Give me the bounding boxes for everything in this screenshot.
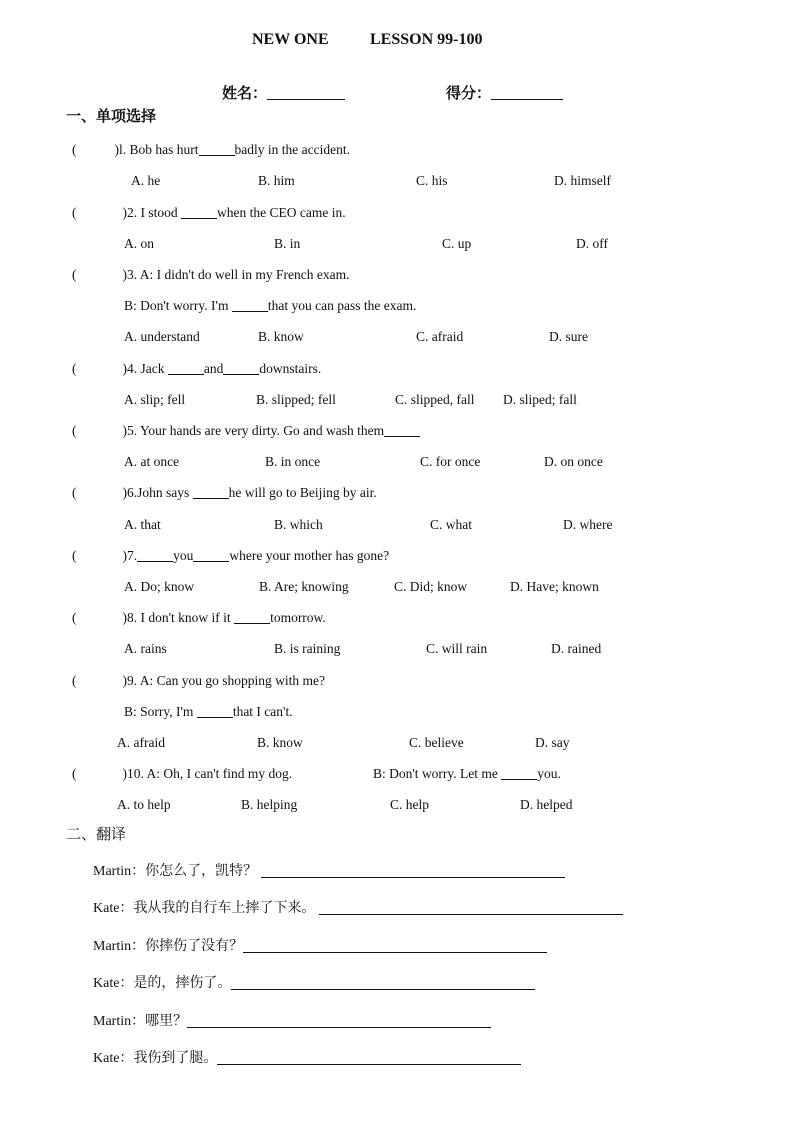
option-3c[interactable]: C. afraid bbox=[416, 329, 464, 344]
question-7: ( )7. you where your mother has gone? bbox=[72, 548, 390, 563]
question-10-reply: B: Don't worry. Let me you. bbox=[373, 766, 561, 781]
question-6: ( )6.John says he will go to Beijing by air. bbox=[72, 485, 377, 500]
answer-blank[interactable] bbox=[168, 362, 204, 375]
translation-blank[interactable] bbox=[319, 900, 623, 915]
option-8c[interactable]: C. will rain bbox=[426, 641, 488, 656]
option-8b[interactable]: B. is raining bbox=[274, 641, 341, 656]
option-9c[interactable]: C. believe bbox=[409, 735, 464, 750]
speaker: Kate： bbox=[93, 976, 134, 991]
translation-line-2 bbox=[93, 900, 623, 916]
question-2: ( )2. I stood when the CEO came in. bbox=[72, 205, 346, 220]
score-field bbox=[446, 85, 563, 102]
answer-blank[interactable] bbox=[137, 549, 173, 562]
option-7b[interactable]: B. Are; knowing bbox=[259, 579, 349, 594]
answer-blank[interactable] bbox=[193, 549, 229, 562]
option-2b[interactable]: B. in bbox=[274, 236, 301, 251]
answer-blank[interactable] bbox=[232, 299, 268, 312]
option-6b[interactable]: B. which bbox=[274, 517, 323, 532]
score-blank[interactable] bbox=[491, 85, 563, 100]
option-6a[interactable]: A. that bbox=[124, 517, 161, 532]
question-4: ( )4. Jack and downstairs. bbox=[72, 361, 322, 376]
option-10c[interactable]: C. help bbox=[390, 797, 429, 812]
translation-line-1 bbox=[93, 863, 565, 879]
section2-heading: 二、翻译 bbox=[66, 827, 127, 843]
question-9-line2: B: Sorry, I'm that I can't. bbox=[124, 704, 293, 719]
translation-line-5 bbox=[93, 1013, 491, 1029]
option-4b[interactable]: B. slipped; fell bbox=[256, 392, 336, 407]
speaker: Martin： bbox=[93, 864, 146, 879]
option-2d[interactable]: D. off bbox=[576, 236, 608, 251]
translation-blank[interactable] bbox=[217, 1050, 521, 1065]
section1-heading: 一、单项选择 bbox=[66, 109, 157, 125]
chinese-text: 是的，摔伤了。 bbox=[133, 976, 232, 991]
speaker: Martin： bbox=[93, 1014, 146, 1029]
option-3a[interactable]: A. understand bbox=[124, 329, 200, 344]
translation-blank[interactable] bbox=[187, 1013, 491, 1028]
option-5a[interactable]: A. at once bbox=[124, 454, 180, 469]
question-9: ( )9. A: Can you go shopping with me? bbox=[72, 673, 325, 688]
option-5c[interactable]: C. for once bbox=[420, 454, 481, 469]
question-3: ( )3. A: I didn't do well in my French exam. bbox=[72, 267, 350, 282]
title-left: NEW ONE bbox=[252, 31, 329, 48]
translation-blank[interactable] bbox=[231, 975, 535, 990]
answer-blank[interactable] bbox=[181, 206, 217, 219]
option-8d[interactable]: D. rained bbox=[551, 641, 602, 656]
name-field bbox=[222, 85, 345, 102]
option-2c[interactable]: C. up bbox=[442, 236, 472, 251]
answer-blank[interactable] bbox=[223, 362, 259, 375]
speaker: Kate： bbox=[93, 1051, 134, 1066]
option-3d[interactable]: D. sure bbox=[549, 329, 588, 344]
option-10a[interactable]: A. to help bbox=[117, 797, 171, 812]
option-5b[interactable]: B. in once bbox=[265, 454, 321, 469]
option-9d[interactable]: D. say bbox=[535, 735, 570, 750]
question-1: ( )l. Bob has hurt badly in the accident. bbox=[72, 142, 350, 157]
speaker: Martin： bbox=[93, 939, 146, 954]
option-9a[interactable]: A. afraid bbox=[117, 735, 165, 750]
chinese-text: 我从我的自行车上摔了下来。 bbox=[133, 901, 316, 916]
option-8a[interactable]: A. rains bbox=[124, 641, 167, 656]
translation-line-6 bbox=[93, 1050, 521, 1066]
answer-blank[interactable] bbox=[384, 424, 420, 437]
option-5d[interactable]: D. on once bbox=[544, 454, 603, 469]
option-9b[interactable]: B. know bbox=[257, 735, 303, 750]
answer-blank[interactable] bbox=[193, 486, 229, 499]
answer-blank[interactable] bbox=[501, 767, 537, 780]
question-10: ( )10. A: Oh, I can't find my dog. bbox=[72, 766, 293, 781]
option-7c[interactable]: C. Did; know bbox=[394, 579, 468, 594]
option-1d[interactable]: D. himself bbox=[554, 173, 611, 188]
chinese-text: 你摔伤了没有？ bbox=[145, 939, 244, 954]
translation-line-4 bbox=[93, 975, 535, 991]
option-4c[interactable]: C. slipped, fall bbox=[395, 392, 475, 407]
option-6d[interactable]: D. where bbox=[563, 517, 613, 532]
option-7d[interactable]: D. Have; known bbox=[510, 579, 599, 594]
speaker: Kate： bbox=[93, 901, 134, 916]
name-label: 姓名： bbox=[222, 86, 268, 102]
question-5: ( )5. Your hands are very dirty. Go and wash them bbox=[72, 424, 420, 438]
option-1a[interactable]: A. he bbox=[131, 173, 161, 188]
answer-blank[interactable] bbox=[197, 705, 233, 718]
chinese-text: 你怎么了，凯特？ bbox=[145, 864, 258, 879]
name-blank[interactable] bbox=[267, 85, 345, 100]
question-8: ( )8. I don't know if it tomorrow. bbox=[72, 610, 326, 625]
option-1b[interactable]: B. him bbox=[258, 173, 295, 188]
option-4d[interactable]: D. sliped; fall bbox=[503, 392, 577, 407]
option-7a[interactable]: A. Do; know bbox=[124, 579, 195, 594]
option-10b[interactable]: B. helping bbox=[241, 797, 298, 812]
answer-blank[interactable] bbox=[234, 611, 270, 624]
translation-line-3 bbox=[93, 938, 547, 954]
option-1c[interactable]: C. his bbox=[416, 173, 448, 188]
option-10d[interactable]: D. helped bbox=[520, 797, 573, 812]
score-label: 得分： bbox=[446, 86, 492, 102]
option-2a[interactable]: A. on bbox=[124, 236, 154, 251]
chinese-text: 哪里？ bbox=[145, 1014, 188, 1029]
option-3b[interactable]: B. know bbox=[258, 329, 304, 344]
chinese-text: 我伤到了腿。 bbox=[133, 1051, 218, 1066]
translation-blank[interactable] bbox=[243, 938, 547, 953]
question-3-line2: B: Don't worry. I'm that you can pass the exam. bbox=[124, 298, 417, 313]
answer-blank[interactable] bbox=[199, 143, 235, 156]
option-4a[interactable]: A. slip; fell bbox=[124, 392, 186, 407]
option-6c[interactable]: C. what bbox=[430, 517, 472, 532]
translation-blank[interactable] bbox=[261, 863, 565, 878]
title-right: LESSON 99-100 bbox=[370, 31, 483, 48]
